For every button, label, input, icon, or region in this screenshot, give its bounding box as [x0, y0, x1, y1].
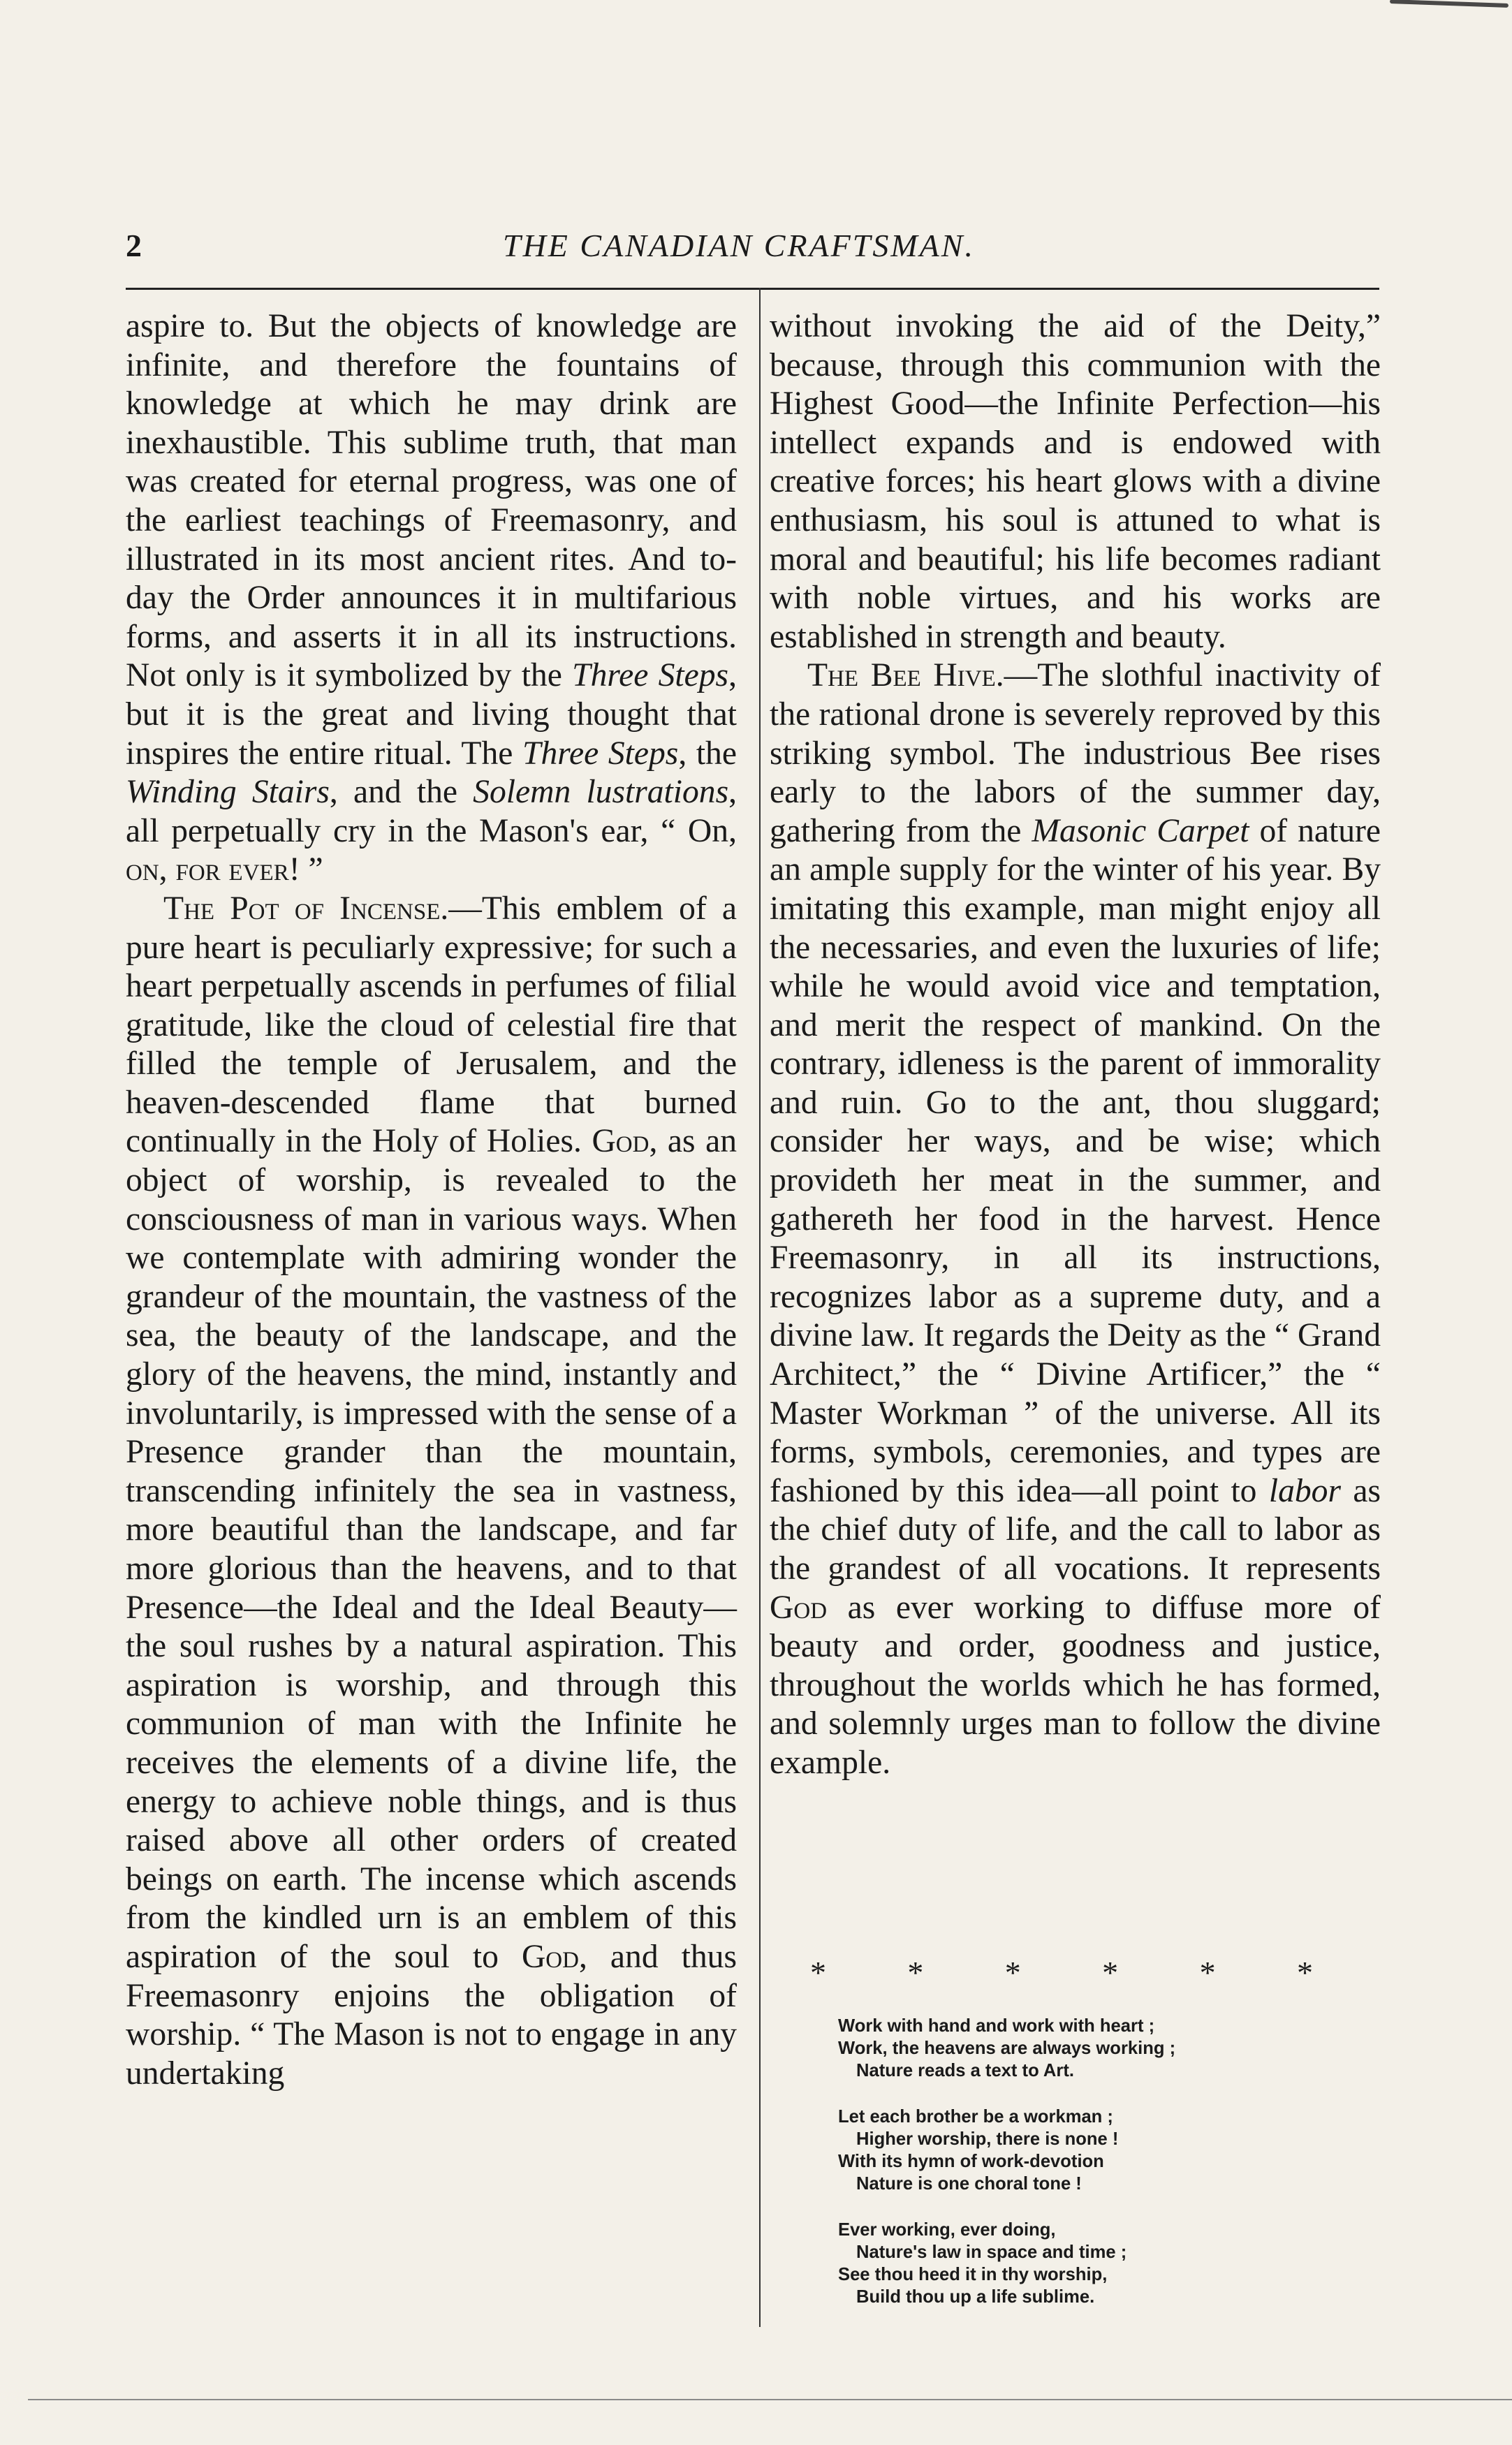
left-column: [126, 307, 737, 2093]
poem-line: Ever working, ever doing,: [838, 2220, 1056, 2240]
poem-line: Nature's law in space and time ;: [856, 2242, 1127, 2262]
poem-line: Higher worship, there is none !: [856, 2129, 1119, 2149]
asterisk: *: [907, 1955, 924, 1990]
poem-line: Work, the heavens are always working ;: [838, 2039, 1176, 2058]
page-bottom-edge: [28, 2399, 1512, 2400]
asterisk: *: [810, 1955, 826, 1990]
poem-stanza: [838, 2219, 1369, 2308]
asterisk: *: [1004, 1955, 1021, 1990]
poem-line: See thou heed it in thy worship,: [838, 2265, 1108, 2284]
poem-stanza: [838, 2106, 1369, 2195]
page-corner-mark: [1390, 0, 1509, 8]
poem-line: Build thou up a life sublime.: [856, 2287, 1095, 2307]
asterisk: *: [1296, 1955, 1313, 1990]
page-header: [126, 223, 1383, 268]
paragraph-pot-of-incense: The Pot of Incense.—This emblem of a pure heart is peculiarly expressive; for such a heart perpetually ascends in perfumes of filial gratitude, like the cloud of celestial fire that filled the temple of Jerusalem, and the heaven-descended flame that burned continually in the Holy of Holies. God, as an object of worship, is revealed to the consciousness of man in various ways. When we contemplate with admiring wonder the grandeur of the mountain, the vastness of the sea, the beauty of the landscape, and the glory of the heavens, the mind, instantly and involuntarily, is impressed with the sense of a Presence grander than the mountain, transcending infinitely the sea in vastness, more beautiful than the landscape, and far more glorious than the heavens, and to that Presence—the Ideal and the Ideal Beauty—the soul rushes by a natural aspiration. This aspiration is worship, and through this communion of man with the Infinite he receives the elements of a divine life, the energy to achieve noble things, and is thus raised above all other orders of created beings on earth. The incense which ascends from the kindled urn is an emblem of this aspiration of the soul to God, and thus Freemasonry enjoins the obligation of worship. “ The Mason is not to engage in any undertaking: [126, 890, 737, 2092]
paragraph-deity: without invoking the aid of the Deity,” because, through this communion with the Highest Good—the Infinite Perfection—his intellect expands and is endowed with creative forces; his heart glows with a divine enthusiasm, his soul is attuned to what is moral and beautiful; his life becomes radiant with noble virtues, and his works are established in strength and beauty.: [770, 308, 1381, 655]
poem-stanza: [838, 2015, 1369, 2082]
asterism-separator: [810, 1955, 1313, 1990]
publication-title: THE CANADIAN CRAFTSMAN.: [503, 228, 975, 263]
section-heading-pot-of-incense: The Pot of Incense.: [163, 890, 449, 927]
column-divider: [759, 288, 761, 2327]
poem-line: Work with hand and work with heart ;: [838, 2016, 1155, 2036]
header-rule: [126, 288, 1379, 290]
section-heading-bee-hive: The Bee Hive.: [807, 657, 1004, 694]
asterisk: *: [1199, 1955, 1216, 1990]
poem-line: Let each brother be a workman ;: [838, 2107, 1113, 2127]
paragraph-aspire: aspire to. But the objects of knowledge are infinite, and therefore the fountains of knowledge at which he may drink are inexhaustible. This sublime truth, that man was created for eternal progress, was one of the earliest teachings of Freemasonry, and illustrated in its most ancient rites. And to-day the Order announces it in multifarious forms, and asserts it in all its instructions. Not only is it symbolized by the Three Steps, but it is the great and living thought that inspires the entire ritual. The Three Steps, the Winding Stairs, and the Solemn lustrations, all perpetually cry in the Mason's ear, “ On, on, for ever! ”: [126, 308, 737, 888]
page-number: 2: [126, 228, 142, 263]
poem-line: Nature is one choral tone !: [856, 2174, 1082, 2194]
poem-line: Nature reads a text to Art.: [856, 2061, 1074, 2080]
poem-line: With its hymn of work-devotion: [838, 2152, 1104, 2171]
right-column: [770, 307, 1381, 1783]
poem: [838, 2015, 1369, 2332]
paragraph-bee-hive: The Bee Hive.—The slothful inactivity of the rational drone is severely reproved by this striking symbol. The industrious Bee rises early to the labors of the summer day, gathering from the Masonic Carpet of nature an ample supply for the winter of his year. By imitating this example, man might enjoy all the necessaries, and even the luxuries of life; while he would avoid vice and temptation, and merit the respect of mankind. On the contrary, idleness is the parent of immorality and ruin. Go to the ant, thou sluggard; consider her ways, and be wise; which provideth her meat in the summer, and gathereth her food in the harvest. Hence Freemasonry, in all its instructions, recognizes labor as a supreme duty, and a divine law. It regards the Deity as the “ Grand Architect,” the “ Divine Artificer,” the “ Master Workman ” of the universe. All its forms, symbols, ceremonies, and types are fashioned by this idea—all point to labor as the chief duty of life, and the call to labor as the grandest of all vocations. It represents God as ever working to diffuse more of beauty and order, goodness and justice, throughout the worlds which he has formed, and solemnly urges man to follow the divine example.: [770, 657, 1381, 1781]
asterisk: *: [1102, 1955, 1119, 1990]
